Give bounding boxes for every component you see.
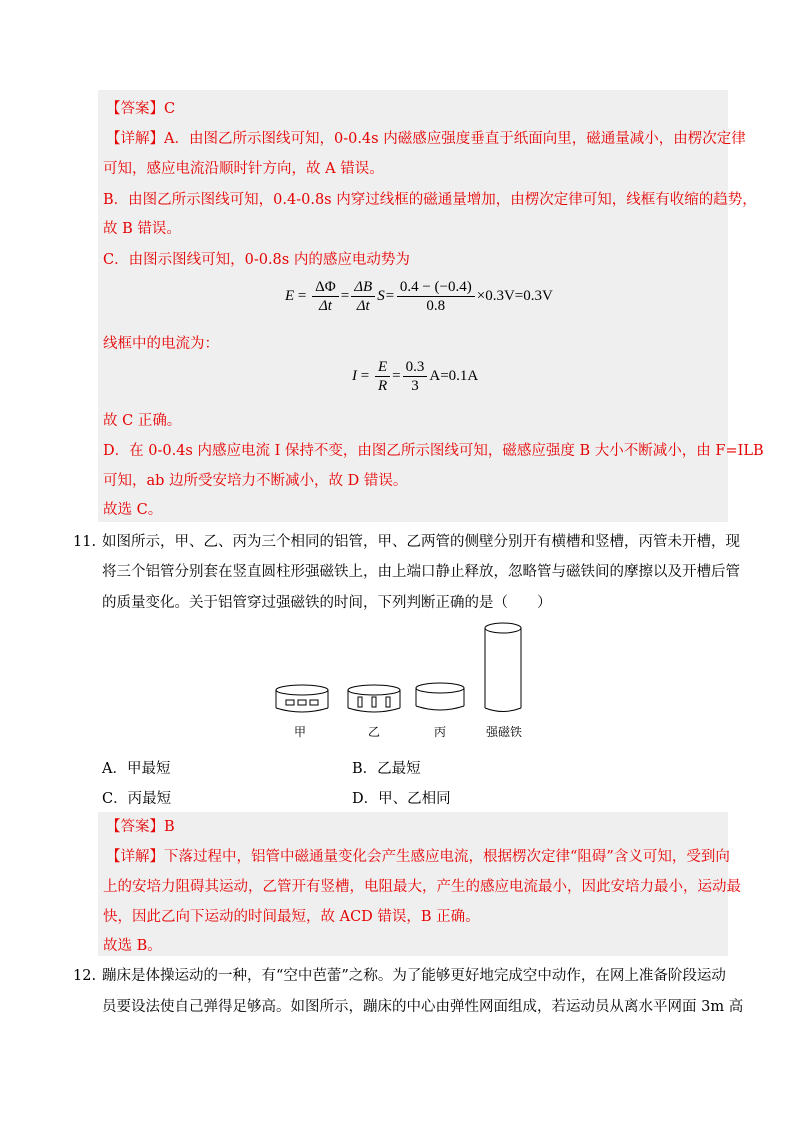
q10-detail-a-line2: 可知，感应电流沿顺时针方向，故 A 错误。 [103,161,384,177]
q11-stem-line2: 将三个铝管分别套在竖直圆柱形强磁铁上，由上端口静止释放，忽略管与磁铁间的摩擦以及开槽后管 [102,564,740,580]
q11-option-c[interactable]: C．丙最短 [102,791,172,807]
magnet-icon [485,623,521,712]
q10-detail-c-line2: 线框中的电流为： [103,336,219,352]
q11-detail-line1: 【详解】下落过程中，铝管中磁通量变化会产生感应电流，根据楞次定律“阻碍”含义可知，受到向 [106,849,730,865]
q10-answer-label: 【答案】C [106,101,176,117]
tube-jia-icon [276,685,328,712]
q10-detail-d-line2: 可知，ab 边所受安培力不断减小，故 D 错误。 [103,473,408,489]
q11-stem-line1: 如图所示，甲、乙、丙为三个相同的铝管，甲、乙两管的侧壁分别开有横槽和竖槽，丙管未开槽，现 [102,534,740,550]
q12-number: 12. [73,968,97,984]
figure-label-yi: 乙 [368,725,381,739]
q11-option-d[interactable]: D．甲、乙相同 [352,791,451,807]
fraction-values: $\frac{0.4 - (-0.4)}{0.8}$ [397,278,475,315]
q12-stem-line1: 蹦床是体操运动的一种，有“空中芭蕾”之称。为了能够更好地完成空中动作，在网上准备阶段运动 [102,968,726,984]
q11-stem-line3: 的质量变化。关于铝管穿过强磁铁的时间，下列判断正确的是（ ） [102,595,552,611]
fraction-values: $\frac{0.3}{3}$ [403,358,428,395]
q10-final: 故选 C。 [103,502,163,518]
fraction-e-r: $\frac{E}{R}$ [375,358,390,395]
q10-detail-d-line1: D．在 0-0.4s 内感应电流 I 保持不变，由图乙所示图线可知，磁感应强度 B 大小不断减小，由 F=ILB [103,443,764,459]
tube-yi-icon [348,685,400,712]
q11-option-b[interactable]: B．乙最短 [352,761,421,777]
fraction-db-dt: $\frac{\Delta B}{\Delta t}$ [351,278,375,315]
q11-final: 故选 B。 [103,938,162,954]
figure-label-bing: 丙 [434,725,447,739]
q11-detail-line2: 上的安培力阻碍其运动，乙管开有竖槽，电阻最大，产生的感应电流最小，因此安培力最小，运动最 [103,879,741,895]
q11-number: 11. [73,534,97,550]
figure-label-magnet: 强磁铁 [486,725,523,739]
q11-answer-label: 【答案】B [106,819,175,835]
q10-formula-current: I = $\frac{E}{R}$ = $\frac{0.3}{3}$ A=0.1A [352,359,479,394]
q10-detail-a-line1: 【详解】A．由图乙所示图线可知，0-0.4s 内磁感应强度垂直于纸面向里，磁通量减小，由楞次定律 [106,131,746,147]
fraction-dphi-dt: $\frac{\Delta\Phi}{\Delta t}$ [312,278,339,315]
q12-stem-line2: 员要设法使自己弹得足够高。如图所示，蹦床的中心由弹性网面组成，若运动员从离水平网面 3m 高 [102,999,744,1015]
q11-detail-line3: 快，因此乙向下运动的时间最短，故 ACD 错误，B 正确。 [103,909,480,925]
q10-formula-emf: E = $\frac{\Delta\Phi}{\Delta t}$ = $\frac{\Delta B}{\Delta t}$ S= $\frac{0.4 - (-0.4)}{0.8}$ ×0.3V=0.3V [285,279,553,314]
q10-detail-b-line1: B．由图乙所示图线可知，0.4-0.8s 内穿过线框的磁通量增加，由楞次定律可知，线框有收缩的趋势， [103,192,757,208]
q10-detail-b-line2: 故 B 错误。 [103,221,181,237]
figure-label-jia: 甲 [294,725,307,739]
q11-option-a[interactable]: A．甲最短 [102,761,171,777]
q10-detail-c-line3: 故 C 正确。 [103,413,182,429]
tube-bing-icon [416,683,464,710]
q10-detail-c-line1: C．由图示图线可知，0-0.8s 内的感应电动势为 [103,252,410,268]
